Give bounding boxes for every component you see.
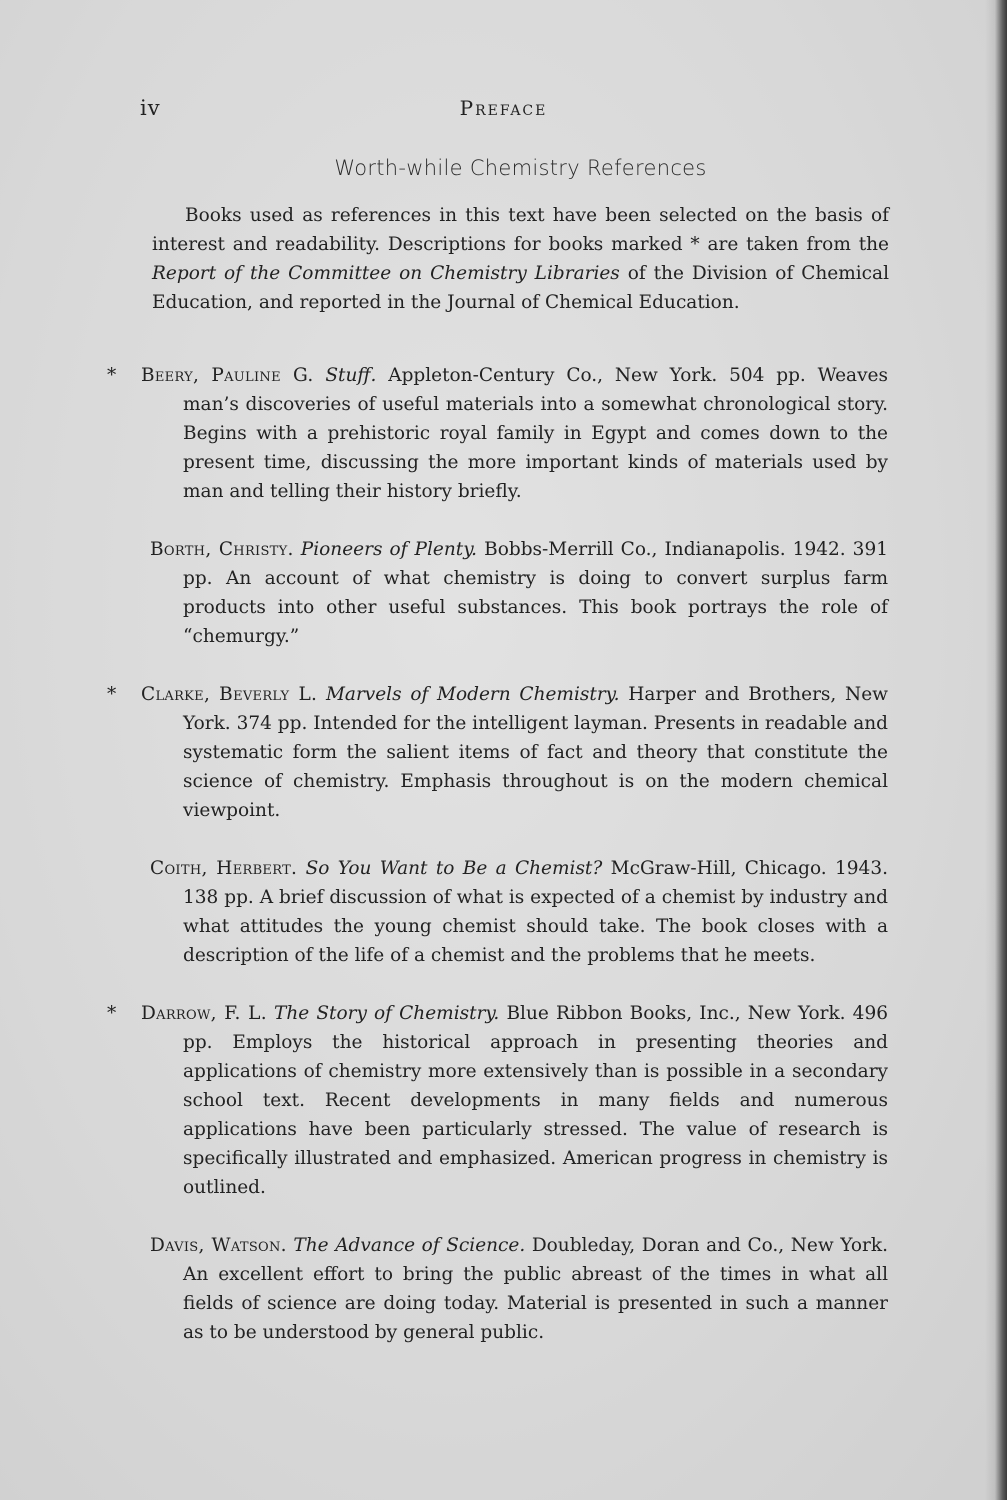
entry-author: Coith, Herbert.	[150, 858, 298, 879]
entry-title: Marvels of Modern Chemistry.	[325, 684, 620, 705]
page-edge-shadow	[985, 0, 1007, 1500]
reference-list	[107, 361, 888, 1376]
entry-author: Clarke, Beverly L.	[141, 684, 318, 705]
entry-author: Borth, Christy.	[150, 539, 294, 560]
entry-description: Bobbs-Merrill Co., Indianapolis. 1942. 391 pp. An account of what chemistry is doing to convert surplus farm products into other useful substances. This book portrays the role of “chemurgy.”	[183, 539, 888, 647]
entry-author: Beery, Pauline G.	[141, 365, 314, 386]
page-number: iv	[140, 96, 161, 120]
entry-description: Harper and Brothers, New York. 374 pp. Intended for the intelligent layman. Presents in readable and systematic form the salient items of fact and theory that constitute the science of chemistry. Emphasis throughout is on the modern chemical viewpoint.	[183, 684, 888, 821]
entry-author: Darrow, F. L.	[141, 1003, 267, 1024]
running-head: Preface	[459, 96, 548, 120]
entry-title: The Story of Chemistry.	[274, 1003, 500, 1024]
entry-author: Davis, Watson.	[150, 1235, 287, 1256]
section-title: Worth-while Chemistry References	[334, 156, 707, 180]
reference-entry: * Darrow, F. L. The Story of Chemistry. Blue Ribbon Books, Inc., New York. 496 pp. Employs the historical approach in presenting theories and applications of chemistry more extensively than is possible in a secondary school text. Recent developments in many fields and numerous applications have been particularly stressed. The value of research is specifically illustrated and emphasized. American progress in chemistry is outlined.	[107, 1003, 888, 1198]
entry-title: The Advance of Science.	[293, 1235, 526, 1256]
intro-text-before: Books used as references in this text have been selected on the basis of interest and readability. Descriptions for books marked * are taken from the	[152, 205, 889, 255]
reference-entry	[150, 1231, 888, 1347]
entry-description: Blue Ribbon Books, Inc., New York. 496 pp. Employs the historical approach in presenting theories and applications of chemistry more extensively than is possible in a secondary school text. Recent developments in many fields and numerous applications have been particularly stressed. The value of research is specifically illustrated and emphasized. American progress in chemistry is outlined.	[183, 1003, 888, 1198]
entry-title: Stuff.	[325, 365, 377, 386]
entry-title: Pioneers of Plenty.	[300, 539, 478, 560]
reference-entry: * Clarke, Beverly L. Marvels of Modern Chemistry. Harper and Brothers, New York. 374 pp. Intended for the intelligent layman. Presents in readable and systematic form the salient items of fact and theory that constitute the science of chemistry. Emphasis throughout is on the modern chemical viewpoint.	[107, 684, 888, 821]
reference-entry	[150, 535, 888, 651]
entry-description: Doubleday, Doran and Co., New York. An excellent effort to bring the public abreast of the times in what all fields of science are doing today. Material is presented in such a manner as to be understood by general public.	[183, 1235, 888, 1343]
reference-entry: * Beery, Pauline G. Stuff. Appleton-Century Co., New York. 504 pp. Weaves man’s discoveries of useful materials into a somewhat chronological story. Begins with a prehistoric royal family in Egypt and comes down to the present time, discussing the more important kinds of materials used by man and telling their history briefly.	[107, 365, 888, 502]
entry-description: Appleton-Century Co., New York. 504 pp. Weaves man’s discoveries of useful materials into a somewhat chronological story. Begins with a prehistoric royal family in Egypt and comes down to the present time, discussing the more important kinds of materials used by man and telling their history briefly.	[183, 365, 888, 502]
intro-text-after: of the Division of Chemical Education, and reported in the Journal of Chemical Education.	[152, 263, 889, 313]
entry-title: So You Want to Be a Chemist?	[305, 858, 603, 879]
intro-italic-report: Report of the Committee on Chemistry Libraries	[152, 263, 620, 284]
intro-paragraph	[152, 201, 889, 317]
reference-entry	[150, 854, 888, 970]
entry-description: McGraw-Hill, Chicago. 1943. 138 pp. A brief discussion of what is expected of a chemist by industry and what attitudes the young chemist should take. The book closes with a description of the life of a chemist and the problems that he meets.	[183, 858, 888, 966]
